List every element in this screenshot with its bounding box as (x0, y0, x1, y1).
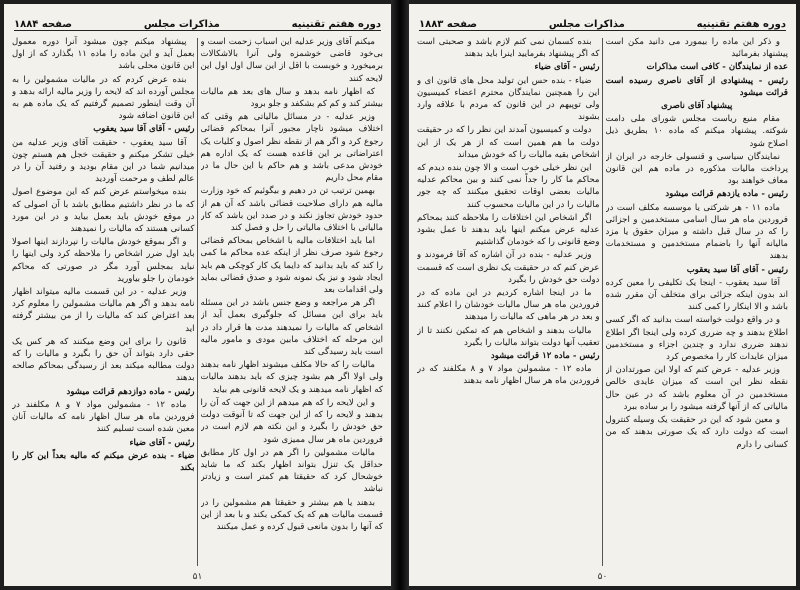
paragraph: رئیس - ماده ۱۲ قرائت میشود (490, 351, 600, 362)
left-page-header (14, 12, 381, 31)
left-page-column-left (12, 36, 195, 568)
paragraph: بنده کسمان نمی کنم لازم باشد و صحبتی است که اگر پیشنهاد بفرمایید اینرا باید بدهند (417, 37, 600, 60)
paragraph: ماده ۱۱ - هر شرکتی یا موسسه مکلف است در فروردین ماه هر سال اسامی مستخدمین و اجزائی را که در سال قبل داشته و میزان حقوق یا مزد مالیانه آنها را باضمام مستخدمین و مستخدمات بدهند (605, 202, 788, 262)
paragraph: میکنم آقای وزیر عدلیه این اسباب زحمت است و بی‌خود قاضی خوشمزه ولی آنرا بالاشکالات برمیخورد و خوبست با اقل از این سال اول اول این لایحه کنند (200, 37, 383, 84)
right-page-column-left (417, 36, 600, 568)
paragraph: ما در اینجا اشاره کردیم در این ماده که در فروردین ماه هر سال مالیات خودشان را اعلام کنند و بعد در هر ماهی که مالیات را میدهند (417, 288, 600, 323)
right-page-footer: ۵۰ (597, 572, 608, 582)
paragraph: عده از نمایندگان - کافی است مذاکرات (646, 62, 788, 73)
right-page-session: دوره هفتم تقنينيه (696, 19, 786, 30)
paragraph: و در واقع دولت خواسته است بدانید که اگر کسی اطلاع بدهند و چه ضرری کرده ولی اینجا اگر اطلاع ندهند ضرری ندارد و چندین اجزاء و مستخدمین میزان عایدات کار را مخصوص کرد (605, 315, 788, 363)
right-page (409, 4, 796, 586)
left-page-column-right (201, 36, 384, 568)
right-page-number: صفحه ۱۸۸۳ (419, 19, 478, 30)
left-page-session: دوره هفتم تقنينيه (291, 19, 381, 30)
paragraph: رئیس - آقای آقا سید یعقوب (686, 264, 788, 275)
paragraph: مالیات مشمولین را اگر هم در اول کار مطابق حداقل یک تنزل بتواند اظهار بکند که ما شاید خوشحال کرد که حقیقتا هم کمتر است و زیادتر نباشد (200, 447, 383, 495)
paragraph: وزیر عدلیه - عرض کنم که اولا این صورتدادن از نقطه نظر این است که میزان عایدی خالص مستخدمین در آن معلوم باشد که در عین حال مالیاتی که از آنها گرفته میشود را بر ساده ببرد (605, 365, 788, 412)
right-page-title: مذاکرات مجلس (548, 19, 625, 30)
paragraph: که اظهار نامه بدهد و سال های بعد هم مالیات بیشتر کند و کم کم بشکفد و جلو برود (200, 86, 383, 110)
paragraph: و اگر بموقع خودش مالیات را نپردازند اینها اصولا باید اول ضرر اشخاص را ملاحظه کرد ولی اینها را نباید بمجلس آورد مگر در صورتی که محاکم خودمان را جلو بیاورید (12, 237, 195, 284)
paragraph: وزیر عدلیه - بنده در آن اشاره که آقا فرمودند و عرض کنم که در حقیقت یک نظری است که قسمت دولت حق خودش را بگیرد (417, 250, 600, 285)
paragraph: ماده ۱۲ - مشمولین مواد ۷ و ۸ مکلفند در فروردین ماه هر سال اظهار نامه که مالیات آنان معین شده است تسلیم کنند (12, 399, 195, 435)
left-page (4, 4, 391, 586)
paragraph: رئیس - آقای ضیاء (129, 437, 195, 448)
paragraph: رئیس - آقای ضیاء (534, 62, 600, 73)
paragraph: رئیس - پیشنهادی از آقای ناصری رسیده است قرائت میشود (605, 75, 788, 98)
paragraph: قانون را برای این وضع میکنند که هر کس یک حقی دارد بتواند آن حق را بگیرد و مالیات را که دولت مطالبه میکند بعد از رسیدگی بمحاکم صالحه بدهند (12, 336, 195, 384)
paragraph: و ذکر این ماده را بیمورد می دانید مکن است پیشنهاد بفرمائید (605, 37, 788, 60)
paragraph: ضیاء - بنده حس این تولید محل های قانون ای و این را همچنین نمایندگان محترم اعضاء کمیسیون ولی توپیهم در این قانون که مردم با علاقه وارد بشوند (417, 75, 600, 123)
paragraph: وزیر عدلیه - در مسائل مالیاتی هم وقتی که اختلاف میشود ناچار مجبور آنرا بمحاکم قضائی رجوع کرد و اگر هم از نقطه نظر اصول و کلیات یک اعتراضاتی بر این قاعده هست که یک اداره هم خودش مدعی باشد و هم حاکم با این حال ما در مقام محل داریم (200, 112, 383, 184)
paragraph: نمایندگان سیاسی و قنسولی خارجه در ایران از پرداخت مالیات مذکوره در ماده هم این قانون معاف خواهند بود (605, 151, 788, 187)
right-page-header (419, 12, 786, 31)
paragraph: بنده عرض کردم که در مالیات مشمولین را به مجلس آورده اند که لایحه را وزیر مالیه ارائه بدهد و آن وقت اینطور تصمیم گرفتیم که یک ماده هم به این قانون اضافه شود (12, 74, 195, 122)
right-page-column-right (606, 36, 789, 568)
paragraph: بهمین ترتیب تن در دهیم و بیگوئیم که خود وزارت مالیه هم دارای صلاحیت قضائی باشد که آن هم از حدود خودش تجاوز نکند و در صدد این باشد که کار مالیاتی با اختلاف مالیاتی را حل و فصل کند (200, 186, 383, 234)
paragraph: بدهند یا هم بیشتر و حقیقتا هم مشمولین را در قسمت مالیات هم که یک کمکی بکند و با بعد از این که آنها را بدون مانعی قبول کرده و عمل میکنند (200, 497, 383, 532)
paragraph: رئیس - ماده یازدهم قرائت میشود (665, 189, 788, 200)
paragraph: پیشنهاد میکنم چون میشود آنرا دوره معمول بعمل آید و این ماده را ماده ۱۱ بگذارد که از اول این قانون محلی باشد (12, 37, 195, 72)
paragraph: اما باید اختلافات مالیه با اشخاص بمحاکم قضائی رجوع شود صرف نظر از اینکه عده محاکم ما کمی را کند که باید بدانید که دایما یک کار کوچکی هم باید ایجاد شود و نیز یک نمونه شود و صدق قضائی بماید ولی اقدامات بعد (200, 236, 383, 296)
left-page-columns (12, 36, 383, 568)
paragraph: وزیر عدلیه - در این قسمت مالیه میتواند اظهار نامه بدهد و اگر هم مالیات مشمولین را معلوم کرد بعد اعتراض کند که مالیات را از من بیشتر گرفته اید (12, 287, 195, 334)
right-page-columns (417, 36, 788, 568)
paragraph: ضیاء - بنده عرض میکنم که مالیه بعداً این کار را بکند (12, 450, 195, 473)
paragraph: آقا سید یعقوب - حقیقت آقای وزیر عدلیه من خیلی تشکر میکنم و حقیقت خجل هم هستم چون میدانیم شما در این مقام بودید و رفتید آن را در عالم لطف و مرحمت آوردید (12, 137, 195, 185)
left-page-footer: ۵۱ (192, 572, 203, 582)
paragraph: این نظر خیلی خوب است و الا چون بنده دیدم که محاکم ما کار را جداً نمی کنند و بین محاکم عدلیه مالیات بعضی اوقات تحقیق میکنند که چه جور مالیات را در این مالیات محسوب کنند (417, 163, 600, 210)
paragraph: و این لایحه را که هم میدهم از این جهت که آن را بدهند و لایحه را که از این جهت که تا آنوقت دولت حق خودش را بگیرد و این نکته هم لازم است در فروردین ماه هر سال ممیزی شود (200, 397, 383, 445)
paragraph: ماده ۱۲ - مشمولین مواد ۷ و ۸ مکلفند که در فروردین ماه هر سال اظهار نامه بدهند (417, 364, 600, 387)
paragraph: اگر هر مراجعه و وضع جنس باشد در این مسئله باید برای این مسائل که جلوگیری بعمل آید از اشخاص که مالیات را نمیدهند مدت ها قرار داد در این مرحله که اختلاف مابین مودی و مامور مالیه است باید رسیدگی کند (200, 298, 383, 358)
paragraph: مقام منیع ریاست مجلس شورای ملی دامت شوکته. پیشنهاد میکنم که ماده ۱۰ بطریق ذیل اصلاح شود (605, 114, 788, 149)
paragraph: اگر اشخاص این اختلافات را ملاحظه کنند بمحاکم عدلیه عرض میکنم اینها باید بدهند تا عمل بشود وضع قانونی را که خودمان گذاشتیم (417, 212, 600, 248)
paragraph: مالیات را که حالا مکلف میشوند اظهار نامه بدهند ولی اولا اگر هم بشود چیزی که باید بدهند مالیات که اظهار نامه میدهند و یک لایحه قانونی هم بیاید (200, 360, 383, 395)
left-page-number: صفحه ۱۸۸۴ (14, 19, 73, 30)
paragraph: بنده میخواستم عرض کنم که این موضوع اصول که ما در نظر داشتیم مطابق باشد با آن اصولی که در موقع خودش باید بعمل بیاید و در این مورد کسانی هستند که مالیات را نمیدهند (12, 187, 195, 235)
paragraph: رئیس - آقای آقا سید یعقوب (93, 124, 195, 135)
paragraph: رئیس - ماده دوازدهم قرائت میشود (66, 386, 195, 397)
paragraph: آقا سید یعقوب - اینجا یک تکلیفی را معین کرده اند بدون اینکه جزائی برای متخلف آن مقرر شده باشد و الا اینکار را کمی کنند (605, 277, 788, 313)
left-page-title: مذاکرات مجلس (143, 19, 220, 30)
paragraph: و معین شود که این در حقیقت یک وسیله کنترول است که دولت دارد که یک صورتی بدهند که من کسانی را دارم (605, 415, 788, 450)
paragraph: دولت و کمیسیون آمدند این نظر را که در حقیقت دولت ما هم همین است که از هر یک از این اشخاص بقیه مالیات را که خودش میداند (417, 125, 600, 160)
paragraph: مالیات بدهند و اشخاص هم که تمکین نکنند تا از تعقیب آنها دولت بتواند مالیات را بگیرد (417, 325, 600, 348)
paragraph: پیشنهاد آقای ناصری (661, 101, 733, 112)
book-spine (391, 0, 409, 590)
